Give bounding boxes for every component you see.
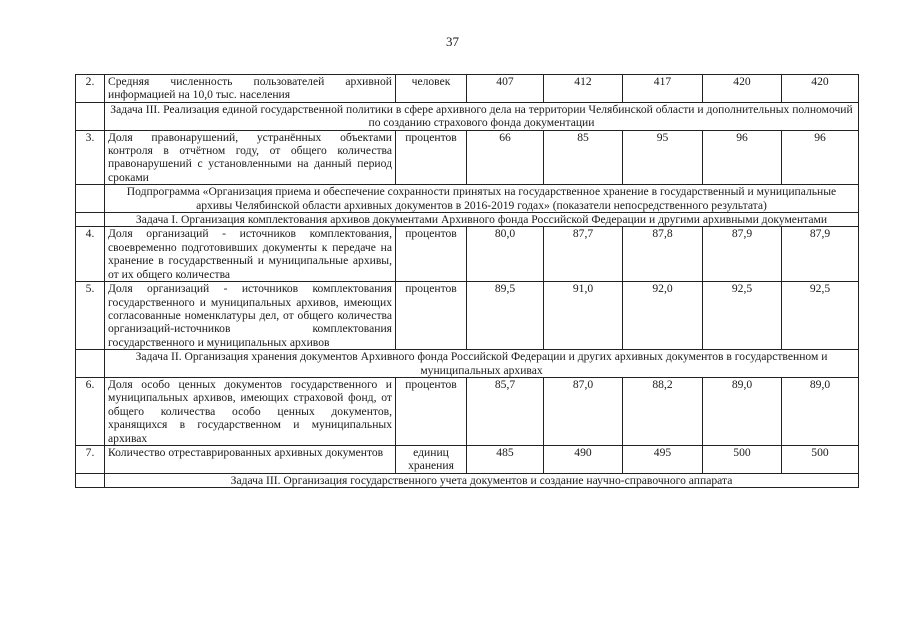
section-num-cell (76, 350, 105, 378)
section-num-cell (76, 473, 105, 487)
unit-cell: человек (396, 75, 467, 103)
value-cell: 96 (782, 130, 859, 185)
table-row (76, 445, 859, 473)
value-cell: 96 (703, 130, 782, 185)
value-cell: 92,5 (782, 282, 859, 350)
section-row (76, 102, 859, 130)
section-num-cell (76, 213, 105, 227)
value-cell: 417 (623, 75, 703, 103)
row-number: 2. (76, 75, 105, 103)
table-row (76, 130, 859, 185)
page-number: 37 (446, 34, 459, 49)
indicator-description: Средняя численность пользователей архивной информацией на 10,0 тыс. населения (105, 75, 396, 103)
section-heading: Задача III. Реализация единой государственной политики в сфере архивного дела на территории Челябинской области и дополнительных полномочий по созданию страхового фонда документации (105, 102, 859, 130)
section-heading: Задача II. Организация хранения документов Архивного фонда Российской Федерации и других архивных документов в государственном и муниципальных архивах (105, 350, 859, 378)
unit-cell: процентов (396, 227, 467, 282)
table-row (76, 282, 859, 350)
indicator-description: Количество отреставрированных архивных документов (105, 445, 396, 473)
indicator-description: Доля правонарушений, устранённых объектами контроля в отчётном году, от общего количества правонарушений с установленными на данный период сроками (105, 130, 396, 185)
value-cell: 87,8 (623, 227, 703, 282)
section-row (76, 473, 859, 487)
unit-cell: процентов (396, 130, 467, 185)
value-cell: 500 (703, 445, 782, 473)
indicator-description: Доля организаций - источников комплектования государственного и муниципальных архивов, имеющих согласованные номенклатуры дел, от общего количества организаций-источников комплектования государственного и муниципальных архивов (105, 282, 396, 350)
value-cell: 80,0 (467, 227, 544, 282)
value-cell: 92,0 (623, 282, 703, 350)
value-cell: 95 (623, 130, 703, 185)
section-num-cell (76, 102, 105, 130)
row-number: 4. (76, 227, 105, 282)
table-row (76, 227, 859, 282)
value-cell: 87,9 (782, 227, 859, 282)
row-number: 6. (76, 377, 105, 445)
value-cell: 89,0 (703, 377, 782, 445)
value-cell: 87,9 (703, 227, 782, 282)
section-heading: Задача III. Организация государственного учета документов и создание научно-справочного аппарата (105, 473, 859, 487)
unit-cell: процентов (396, 377, 467, 445)
value-cell: 88,2 (623, 377, 703, 445)
value-cell: 420 (703, 75, 782, 103)
section-heading: Подпрограмма «Организация приема и обеспечение сохранности принятых на государственное хранение в государственный и муниципальные архивы Челябинской области архивных документов в 2016-2019 годах» (показатели непосредственного результата) (105, 185, 859, 213)
unit-cell: единиц хранения (396, 445, 467, 473)
value-cell: 89,5 (467, 282, 544, 350)
value-cell: 85,7 (467, 377, 544, 445)
unit-cell: процентов (396, 282, 467, 350)
value-cell: 87,0 (544, 377, 623, 445)
value-cell: 66 (467, 130, 544, 185)
value-cell: 485 (467, 445, 544, 473)
section-heading: Задача I. Организация комплектования архивов документами Архивного фонда Российской Федерации и другими архивными документами (105, 213, 859, 227)
indicator-description: Доля особо ценных документов государственного и муниципальных архивов, имеющих страховой фонд, от общего количества особо ценных документов, хранящихся в государственном и муниципальных архивах (105, 377, 396, 445)
value-cell: 407 (467, 75, 544, 103)
section-row (76, 350, 859, 378)
indicators-table (75, 74, 859, 488)
section-row (76, 213, 859, 227)
value-cell: 91,0 (544, 282, 623, 350)
value-cell: 420 (782, 75, 859, 103)
row-number: 3. (76, 130, 105, 185)
table-row (76, 377, 859, 445)
indicator-description: Доля организаций - источников комплектования, своевременно подготовивших документы к передаче на хранение в государственный и муниципальные архивы, от их общего количества (105, 227, 396, 282)
value-cell: 412 (544, 75, 623, 103)
value-cell: 89,0 (782, 377, 859, 445)
value-cell: 490 (544, 445, 623, 473)
value-cell: 500 (782, 445, 859, 473)
section-num-cell (76, 185, 105, 213)
section-row (76, 185, 859, 213)
value-cell: 495 (623, 445, 703, 473)
row-number: 5. (76, 282, 105, 350)
value-cell: 87,7 (544, 227, 623, 282)
value-cell: 85 (544, 130, 623, 185)
table-row (76, 75, 859, 103)
value-cell: 92,5 (703, 282, 782, 350)
row-number: 7. (76, 445, 105, 473)
